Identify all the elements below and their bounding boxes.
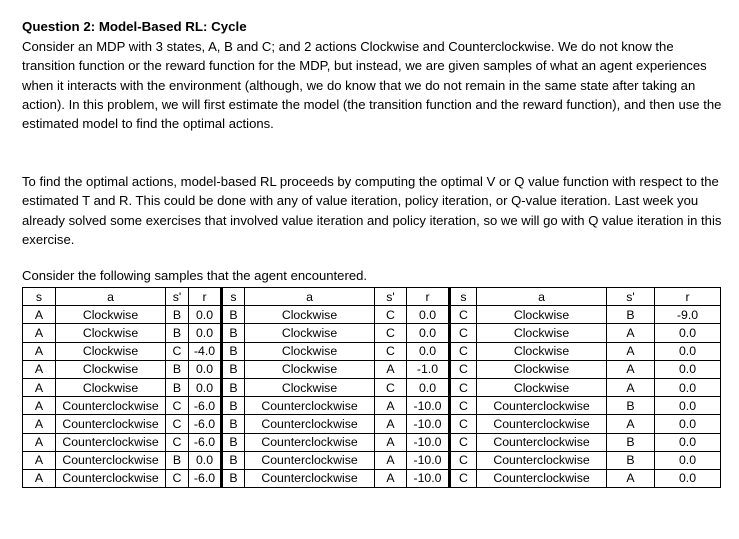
header-cell: a: [245, 288, 375, 306]
table-cell: B: [222, 433, 245, 451]
table-cell: B: [222, 415, 245, 433]
table-cell: A: [23, 397, 56, 415]
header-cell: a: [477, 288, 607, 306]
header-cell: s: [23, 288, 56, 306]
table-cell: C: [450, 433, 477, 451]
table-row: [23, 469, 721, 487]
table-cell: C: [450, 378, 477, 396]
table-cell: Counterclockwise: [477, 451, 607, 469]
table-cell: A: [375, 360, 407, 378]
table-cell: B: [166, 360, 189, 378]
table-cell: Counterclockwise: [245, 469, 375, 487]
table-cell: -1.0: [407, 360, 450, 378]
table-cell: C: [166, 397, 189, 415]
header-cell: r: [189, 288, 222, 306]
table-cell: B: [607, 397, 655, 415]
table-row: [23, 433, 721, 451]
table-cell: B: [607, 306, 655, 324]
table-cell: C: [375, 378, 407, 396]
table-cell: Clockwise: [477, 324, 607, 342]
table-cell: C: [166, 342, 189, 360]
table-cell: 0.0: [189, 451, 222, 469]
table-cell: 0.0: [407, 324, 450, 342]
table-cell: C: [375, 306, 407, 324]
table-cell: A: [375, 433, 407, 451]
question-title: Question 2: Model-Based RL: Cycle: [22, 19, 247, 34]
table-cell: Clockwise: [477, 342, 607, 360]
table-cell: C: [450, 306, 477, 324]
header-cell: r: [407, 288, 450, 306]
table-cell: B: [222, 469, 245, 487]
table-cell: Counterclockwise: [477, 469, 607, 487]
table-cell: B: [222, 360, 245, 378]
table-cell: B: [607, 433, 655, 451]
table-cell: 0.0: [189, 360, 222, 378]
table-cell: -6.0: [189, 469, 222, 487]
table-cell: 0.0: [189, 324, 222, 342]
table-cell: 0.0: [407, 342, 450, 360]
table-cell: Counterclockwise: [56, 397, 166, 415]
table-cell: Counterclockwise: [477, 433, 607, 451]
table-row: [23, 342, 721, 360]
table-cell: -10.0: [407, 415, 450, 433]
table-cell: A: [23, 324, 56, 342]
table-cell: A: [607, 378, 655, 396]
table-cell: C: [450, 324, 477, 342]
table-cell: Counterclockwise: [56, 415, 166, 433]
table-cell: 0.0: [655, 469, 721, 487]
table-cell: B: [166, 306, 189, 324]
table-cell: 0.0: [655, 324, 721, 342]
table-cell: 0.0: [655, 451, 721, 469]
table-cell: Counterclockwise: [245, 397, 375, 415]
table-cell: B: [166, 378, 189, 396]
samples-table: [22, 287, 721, 488]
method-paragraph: To find the optimal actions, model-based RL proceeds by computing the optimal V or Q value function with respect to the estimated T and R. This could be done with any of value iteration, policy iteration, or Q-value iteration. Last week you already solved some exercises that involved value iteration and policy iteration, so we will go with Q value iteration in this exercise.: [22, 174, 722, 247]
header-cell: a: [56, 288, 166, 306]
table-cell: A: [607, 360, 655, 378]
table-header-row: [23, 288, 721, 306]
table-cell: 0.0: [655, 360, 721, 378]
table-cell: Counterclockwise: [56, 469, 166, 487]
table-row: [23, 306, 721, 324]
table-cell: B: [222, 306, 245, 324]
table-row: [23, 415, 721, 433]
table-cell: Clockwise: [245, 378, 375, 396]
table-row: [23, 324, 721, 342]
table-cell: 0.0: [407, 378, 450, 396]
table-cell: -10.0: [407, 433, 450, 451]
table-caption: Consider the following samples that the agent encountered.: [22, 268, 368, 283]
table-cell: A: [23, 378, 56, 396]
table-cell: Counterclockwise: [477, 397, 607, 415]
table-cell: Clockwise: [56, 342, 166, 360]
table-cell: 0.0: [655, 433, 721, 451]
table-cell: A: [23, 433, 56, 451]
table-cell: 0.0: [655, 397, 721, 415]
table-cell: Clockwise: [245, 342, 375, 360]
table-cell: C: [450, 469, 477, 487]
table-cell: Clockwise: [245, 324, 375, 342]
table-cell: A: [607, 469, 655, 487]
table-cell: Clockwise: [245, 360, 375, 378]
table-cell: C: [450, 397, 477, 415]
table-cell: -6.0: [189, 397, 222, 415]
table-cell: -10.0: [407, 451, 450, 469]
table-cell: B: [222, 378, 245, 396]
header-cell: r: [655, 288, 721, 306]
header-cell: s': [375, 288, 407, 306]
header-cell: s: [450, 288, 477, 306]
table-cell: A: [607, 324, 655, 342]
samples-table-body: [23, 306, 721, 488]
table-cell: -6.0: [189, 415, 222, 433]
table-cell: A: [375, 469, 407, 487]
table-cell: A: [607, 342, 655, 360]
table-row: [23, 451, 721, 469]
table-cell: 0.0: [655, 415, 721, 433]
table-cell: A: [23, 451, 56, 469]
table-cell: A: [23, 415, 56, 433]
table-cell: C: [166, 469, 189, 487]
table-cell: A: [23, 360, 56, 378]
table-cell: C: [375, 342, 407, 360]
table-cell: Clockwise: [245, 306, 375, 324]
table-cell: A: [375, 415, 407, 433]
table-cell: Clockwise: [56, 306, 166, 324]
table-cell: B: [166, 451, 189, 469]
table-cell: Clockwise: [477, 360, 607, 378]
table-cell: Clockwise: [477, 306, 607, 324]
table-cell: C: [166, 433, 189, 451]
table-cell: C: [450, 360, 477, 378]
table-cell: B: [222, 451, 245, 469]
header-cell: s': [607, 288, 655, 306]
table-cell: A: [23, 469, 56, 487]
intro-paragraph: Consider an MDP with 3 states, A, B and C; and 2 actions Clockwise and Counterclockwise. We do not know the transition function or the reward function for the MDP, but instead, we are given samples of what an agent experiences when it interacts with the environment (although, we do know that we do not remain in the same state after taking an action). In this problem, we will first estimate the model (the transition function and the reward function), and then use the estimated model to find the optimal actions.: [22, 39, 722, 132]
table-cell: Counterclockwise: [56, 433, 166, 451]
table-cell: C: [450, 415, 477, 433]
table-cell: A: [375, 451, 407, 469]
table-cell: 0.0: [189, 378, 222, 396]
table-cell: Counterclockwise: [245, 451, 375, 469]
header-cell: s: [222, 288, 245, 306]
table-cell: B: [607, 451, 655, 469]
table-cell: Counterclockwise: [477, 415, 607, 433]
table-cell: Clockwise: [477, 378, 607, 396]
table-cell: 0.0: [407, 306, 450, 324]
table-cell: Clockwise: [56, 378, 166, 396]
table-row: [23, 360, 721, 378]
table-row: [23, 378, 721, 396]
table-cell: A: [23, 342, 56, 360]
table-row: [23, 397, 721, 415]
table-cell: -6.0: [189, 433, 222, 451]
table-cell: B: [222, 397, 245, 415]
table-cell: 0.0: [655, 378, 721, 396]
table-cell: -10.0: [407, 469, 450, 487]
table-cell: Counterclockwise: [245, 433, 375, 451]
table-cell: -9.0: [655, 306, 721, 324]
table-cell: A: [607, 415, 655, 433]
table-cell: C: [166, 415, 189, 433]
table-cell: 0.0: [189, 306, 222, 324]
table-cell: -10.0: [407, 397, 450, 415]
table-cell: 0.0: [655, 342, 721, 360]
table-cell: Clockwise: [56, 324, 166, 342]
table-cell: C: [375, 324, 407, 342]
table-cell: A: [375, 397, 407, 415]
table-cell: Clockwise: [56, 360, 166, 378]
table-cell: C: [450, 451, 477, 469]
table-cell: C: [450, 342, 477, 360]
table-cell: B: [166, 324, 189, 342]
table-cell: Counterclockwise: [56, 451, 166, 469]
table-cell: B: [222, 342, 245, 360]
table-cell: Counterclockwise: [245, 415, 375, 433]
table-cell: -4.0: [189, 342, 222, 360]
table-cell: B: [222, 324, 245, 342]
header-cell: s': [166, 288, 189, 306]
table-cell: A: [23, 306, 56, 324]
